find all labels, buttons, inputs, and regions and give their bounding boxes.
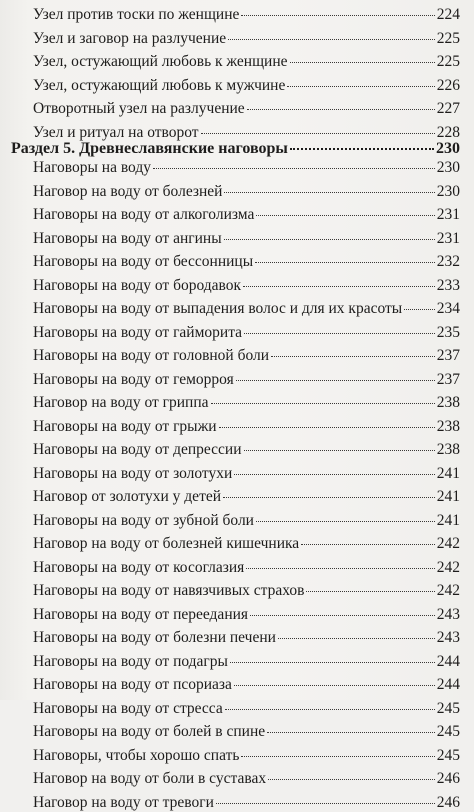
toc-entry (33, 53, 460, 71)
dot-leader (256, 521, 435, 522)
entry-title: Наговоры на воду от грыжи (33, 417, 217, 435)
entry-page-number: 245 (436, 699, 460, 717)
dot-leader (287, 86, 434, 87)
dot-leader (244, 450, 435, 451)
entry-title: Узел, остужающий любовь к мужчине (33, 76, 286, 94)
dot-leader (246, 568, 434, 569)
toc-entry (33, 465, 460, 483)
toc-entry (33, 512, 460, 530)
entry-page-number: 237 (436, 347, 460, 364)
entry-title: Наговоры, чтобы хорошо спать (33, 746, 240, 764)
toc-entry (33, 441, 460, 459)
entry-title: Узел и ритуал на отворот (33, 123, 199, 141)
entry-title: Наговоры на воду от косоглазия (33, 558, 245, 576)
entry-title: Узел, остужающий любовь к женщине (33, 53, 288, 70)
entry-page-number: 241 (436, 511, 460, 529)
dot-leader (271, 356, 435, 357)
dot-leader (404, 309, 435, 310)
dot-leader (268, 779, 435, 780)
entry-page-number: 224 (436, 6, 460, 23)
entry-title: Наговоры на воду от болей в спине (33, 723, 266, 740)
entry-page-number: 230 (436, 182, 460, 200)
entry-title: Раздел 5. Древнеславянские наговоры (11, 140, 288, 157)
toc-entry (33, 6, 460, 24)
entry-title: Наговоры на воду от гайморита (33, 323, 243, 341)
entry-page-number: 245 (436, 746, 460, 764)
toc-entry (33, 418, 460, 436)
dot-leader (267, 732, 435, 733)
dot-leader (224, 239, 435, 240)
toc-entry (33, 30, 460, 48)
entry-title: Наговор на воду от тревоги (33, 793, 214, 811)
entry-page-number: 233 (436, 276, 460, 294)
entry-title: Наговоры на воду от болезни печени (33, 629, 276, 646)
dot-leader (216, 803, 435, 804)
dot-leader (250, 615, 435, 616)
entry-title: Отворотный узел на разлучение (33, 100, 245, 117)
entry-title: Наговоры на воду от бородавок (33, 276, 242, 294)
entry-page-number: 243 (436, 629, 460, 646)
entry-page-number: 231 (436, 229, 460, 247)
entry-title: Наговоры на воду от алкоголизма (33, 206, 255, 223)
toc-entry (33, 606, 460, 624)
entry-title: Наговор на воду от боли в суставах (33, 770, 267, 787)
dot-leader (290, 62, 435, 63)
dot-leader (223, 497, 435, 498)
entry-page-number: 244 (436, 676, 460, 693)
dot-leader (228, 39, 435, 40)
dot-leader (219, 427, 435, 428)
entry-title: Наговоры на воду от золотухи (33, 464, 233, 482)
entry-title: Наговоры на воду от головной боли (33, 347, 270, 364)
toc-entry (33, 277, 460, 295)
entry-title: Наговоры на воду (33, 159, 151, 176)
entry-page-number: 226 (436, 76, 460, 94)
dot-leader (306, 591, 434, 592)
entry-page-number: 235 (436, 323, 460, 341)
entry-page-number: 245 (436, 723, 460, 740)
dot-leader (290, 148, 434, 150)
toc-entry (33, 124, 460, 142)
toc-entry (33, 159, 460, 177)
dot-leader (241, 15, 434, 16)
dot-leader (243, 286, 435, 287)
dot-leader (247, 109, 435, 110)
toc-entry (33, 535, 460, 553)
entry-title: Наговоры на воду от бессонницы (33, 253, 254, 270)
entry-page-number: 242 (436, 582, 460, 599)
entry-title: Наговоры на воду от депрессии (33, 441, 242, 458)
toc-entry (33, 747, 460, 765)
section-heading (11, 140, 460, 158)
entry-title: Узел и заговор на разлучение (33, 29, 227, 47)
toc-entry (33, 794, 460, 812)
entry-page-number: 230 (436, 159, 460, 176)
dot-leader (211, 403, 435, 404)
toc-entry (33, 253, 460, 271)
dot-leader (201, 133, 435, 134)
toc-entry (33, 676, 460, 694)
entry-title: Узел против тоски по женщине (33, 6, 240, 23)
entry-page-number: 241 (436, 464, 460, 482)
entry-title: Наговоры на воду от псориаза (33, 676, 232, 693)
entry-title: Наговоры на воду от навязчивых страхов (33, 582, 305, 599)
entry-page-number: 242 (436, 558, 460, 576)
entry-title: Наговоры на воду от подагры (33, 652, 228, 670)
toc-entry (33, 77, 460, 95)
toc-entry (33, 629, 460, 647)
toc-entry (33, 559, 460, 577)
dot-leader (256, 215, 434, 216)
entry-page-number: 241 (436, 488, 460, 505)
entry-title: Наговоры на воду от переедания (33, 605, 249, 623)
toc-entry (33, 582, 460, 600)
entry-title: Наговор от золотухи у детей (33, 488, 222, 505)
dot-leader (230, 662, 435, 663)
entry-title: Наговоры на воду от ангины (33, 229, 222, 247)
entry-title: Наговор на воду от болезней (33, 182, 223, 200)
dot-leader (278, 638, 435, 639)
entry-page-number: 238 (436, 394, 460, 411)
entry-page-number: 246 (436, 770, 460, 787)
dot-leader (236, 380, 435, 381)
dot-leader (234, 474, 434, 475)
toc-entry (33, 230, 460, 248)
entry-page-number: 243 (436, 605, 460, 623)
entry-page-number: 225 (436, 53, 460, 70)
entry-page-number: 246 (436, 793, 460, 811)
dot-leader (241, 756, 434, 757)
toc-entry (33, 324, 460, 342)
dot-leader (224, 192, 434, 193)
dot-leader (153, 168, 435, 169)
toc-entry (33, 371, 460, 389)
entry-title: Наговоры на воду от зубной боли (33, 511, 254, 529)
entry-page-number: 225 (436, 29, 460, 47)
entry-page-number: 242 (436, 535, 460, 552)
entry-page-number: 244 (436, 652, 460, 670)
entry-page-number: 238 (436, 417, 460, 435)
toc-entry (33, 347, 460, 365)
dot-leader (234, 685, 435, 686)
toc-entry (33, 770, 460, 788)
entry-title: Наговор на воду от болезней кишечника (33, 535, 300, 552)
entry-page-number: 228 (436, 123, 460, 141)
entry-title: Наговоры на воду от геморроя (33, 370, 234, 388)
toc-entry (33, 394, 460, 412)
entry-page-number: 238 (436, 441, 460, 458)
toc-entry (33, 700, 460, 718)
toc-entry (33, 723, 460, 741)
entry-page-number: 231 (436, 206, 460, 223)
toc-entry (33, 100, 460, 118)
toc-entry (33, 488, 460, 506)
toc-entry (33, 206, 460, 224)
entry-page-number: 234 (436, 300, 460, 317)
entry-page-number: 227 (436, 100, 460, 117)
entry-title: Наговор на воду от гриппа (33, 394, 209, 411)
toc-entry (33, 653, 460, 671)
dot-leader (301, 544, 435, 545)
toc-entry (33, 183, 460, 201)
entry-title: Наговоры на воду от стресса (33, 699, 223, 717)
entry-page-number: 232 (436, 253, 460, 270)
entry-title: Наговоры на воду от выпадения волос и для их красоты (33, 300, 403, 317)
toc-entry (33, 300, 460, 318)
dot-leader (225, 709, 435, 710)
dot-leader (255, 262, 435, 263)
dot-leader (244, 333, 435, 334)
entry-page-number: 237 (436, 370, 460, 388)
entry-page-number: 230 (436, 140, 460, 157)
